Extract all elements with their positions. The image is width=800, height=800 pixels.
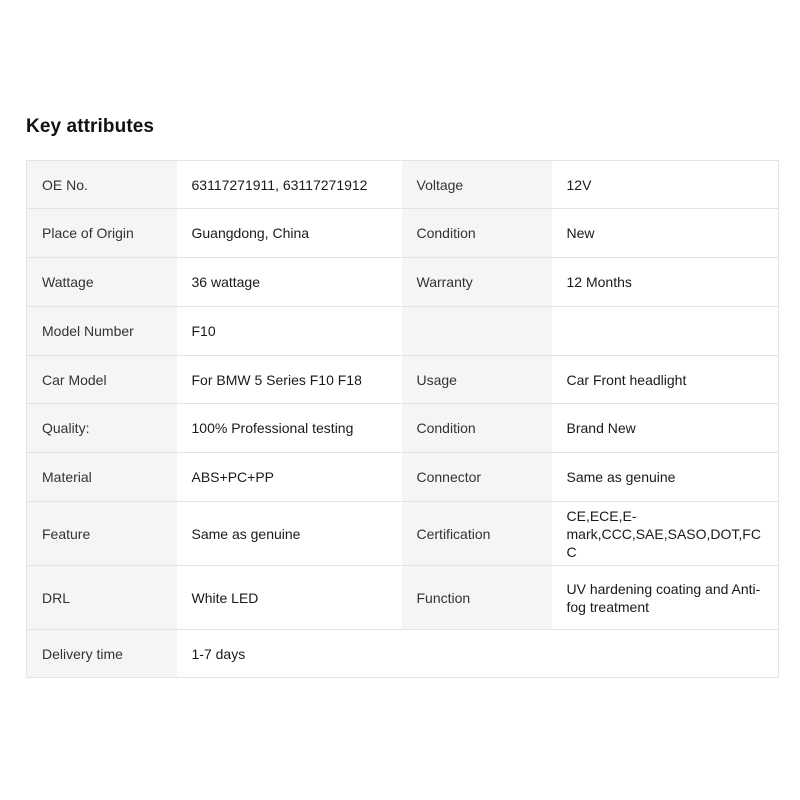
attr-key: Certification xyxy=(402,502,552,566)
attr-key: Warranty xyxy=(402,258,552,307)
attr-key: Model Number xyxy=(27,307,177,356)
attr-value: Same as genuine xyxy=(177,502,402,566)
attr-key: Delivery time xyxy=(27,630,177,678)
section-title: Key attributes xyxy=(26,116,155,137)
attr-key: Feature xyxy=(27,502,177,566)
attr-value: 12V xyxy=(552,161,779,209)
table-row xyxy=(27,502,779,566)
table-row xyxy=(27,453,779,502)
table-row xyxy=(27,356,779,404)
key-attributes-table xyxy=(26,160,779,678)
attr-key-empty xyxy=(402,630,552,678)
table-row xyxy=(27,209,779,258)
table-row xyxy=(27,258,779,307)
attr-value: 36 wattage xyxy=(177,258,402,307)
table-row xyxy=(27,161,779,209)
attr-value: Car Front headlight xyxy=(552,356,779,404)
attr-value: Brand New xyxy=(552,404,779,453)
attr-value: For BMW 5 Series F10 F18 xyxy=(177,356,402,404)
attr-key: Function xyxy=(402,566,552,630)
attr-key: Condition xyxy=(402,209,552,258)
attr-value: 12 Months xyxy=(552,258,779,307)
attr-value: Guangdong, China xyxy=(177,209,402,258)
attr-value: UV hardening coating and Anti-fog treatment xyxy=(552,566,779,630)
attr-value-empty xyxy=(552,307,779,356)
attr-key: Quality: xyxy=(27,404,177,453)
attr-key: Wattage xyxy=(27,258,177,307)
attr-key: OE No. xyxy=(27,161,177,209)
attr-value: Same as genuine xyxy=(552,453,779,502)
attr-key: DRL xyxy=(27,566,177,630)
attr-key: Connector xyxy=(402,453,552,502)
attr-value: ABS+PC+PP xyxy=(177,453,402,502)
attr-key: Condition xyxy=(402,404,552,453)
attr-value: 63117271911, 63117271912 xyxy=(177,161,402,209)
attr-value: F10 xyxy=(177,307,402,356)
attr-value: White LED xyxy=(177,566,402,630)
attr-key-empty xyxy=(402,307,552,356)
attr-value: CE,ECE,E-mark,CCC,SAE,SASO,DOT,FCC xyxy=(552,502,779,566)
table-row xyxy=(27,307,779,356)
attr-value: New xyxy=(552,209,779,258)
attr-value-empty xyxy=(552,630,779,678)
attr-key: Material xyxy=(27,453,177,502)
table-row xyxy=(27,404,779,453)
attr-key: Voltage xyxy=(402,161,552,209)
attr-key: Place of Origin xyxy=(27,209,177,258)
table-row xyxy=(27,630,779,678)
attr-key: Car Model xyxy=(27,356,177,404)
attr-key: Usage xyxy=(402,356,552,404)
table-row xyxy=(27,566,779,630)
attr-value: 100% Professional testing xyxy=(177,404,402,453)
attr-value: 1-7 days xyxy=(177,630,402,678)
